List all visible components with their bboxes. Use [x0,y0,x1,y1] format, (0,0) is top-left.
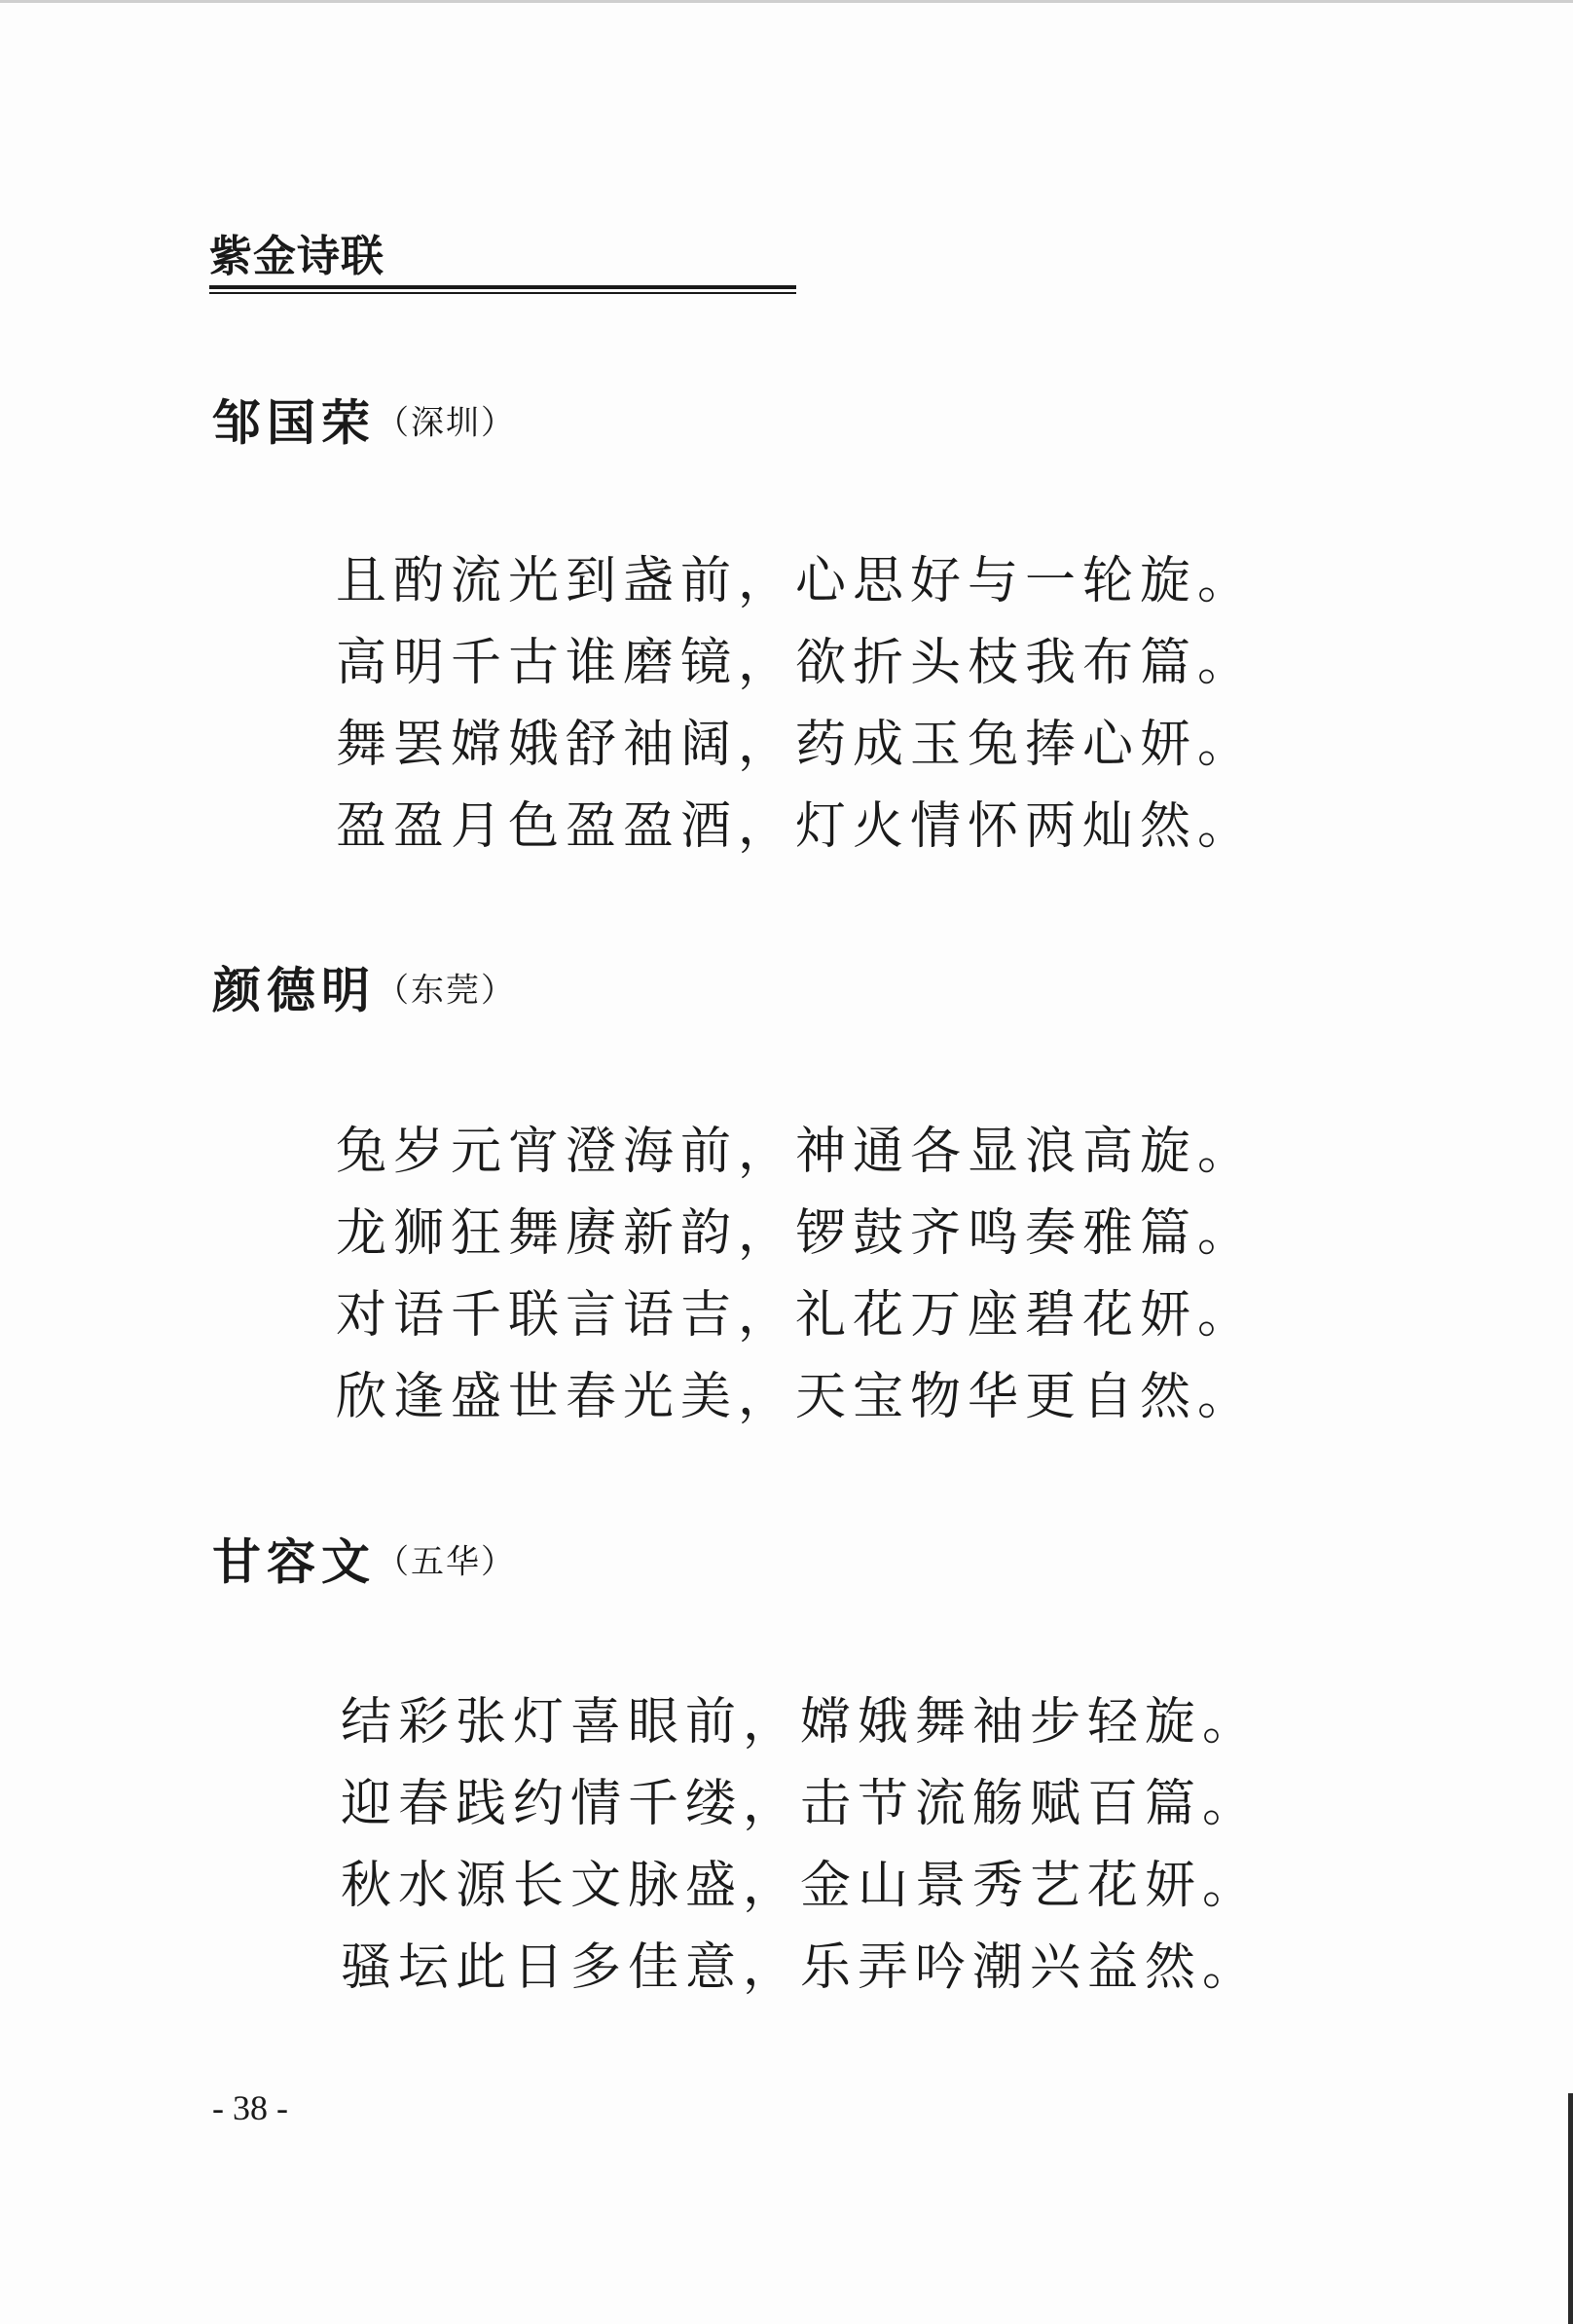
author-line [212,1531,1283,1593]
poem-body-3 [341,1681,1295,2009]
poem-line: 骚坛此日多佳意，乐弄吟潮兴益然。 [341,1938,1261,1997]
scan-top-edge [0,0,1573,3]
author-name: 颜德明 [212,961,376,1019]
poem-body-1 [336,540,1290,867]
poem-line: 秋水源长文脉盛，金山景秀艺花妍。 [341,1857,1261,1915]
page-number: - 38 - [212,2088,288,2127]
poem-line: 高明千古谁磨镜，欲折头枝我布篇。 [336,634,1256,692]
header-rule-thin [209,292,796,294]
poem-section-3 [212,1531,1283,1593]
poem-line: 盈盈月色盈盈酒，灯火情怀两灿然。 [336,797,1256,856]
poem-line: 欣逢盛世春光美，天宝物华更自然。 [336,1368,1256,1426]
author-name: 甘容文 [212,1532,376,1591]
header-title: 紫金诗联 [209,232,384,281]
poem-line: 龙狮狂舞赓新韵，锣鼓齐鸣奏雅篇。 [336,1204,1256,1263]
author-place: （五华） [376,1542,516,1582]
author-place: （深圳） [376,403,516,443]
author-line [212,391,1283,454]
poem-line: 兔岁元宵澄海前，神通各显浪高旋。 [336,1123,1256,1181]
poem-line: 迎春践约情千缕，击节流觞赋百篇。 [341,1775,1261,1833]
header-rule [209,285,796,289]
author-place: （东莞） [376,971,516,1011]
poem-line: 且酌流光到盏前，心思好与一轮旋。 [336,552,1256,610]
poem-line: 对语千联言语吉，礼花万座碧花妍。 [336,1286,1256,1345]
poem-line: 结彩张灯喜眼前，嫦娥舞袖步轻旋。 [341,1693,1261,1752]
poem-body-2 [336,1111,1290,1438]
author-name: 邹国荣 [212,393,376,452]
poem-section-2 [212,959,1283,1021]
running-header [209,232,796,294]
poem-line: 舞罢嫦娥舒袖阔，药成玉兔捧心妍。 [336,716,1256,774]
scan-edge-shadow [1568,2093,1573,2324]
author-line [212,959,1283,1021]
poem-section-1 [212,391,1283,454]
